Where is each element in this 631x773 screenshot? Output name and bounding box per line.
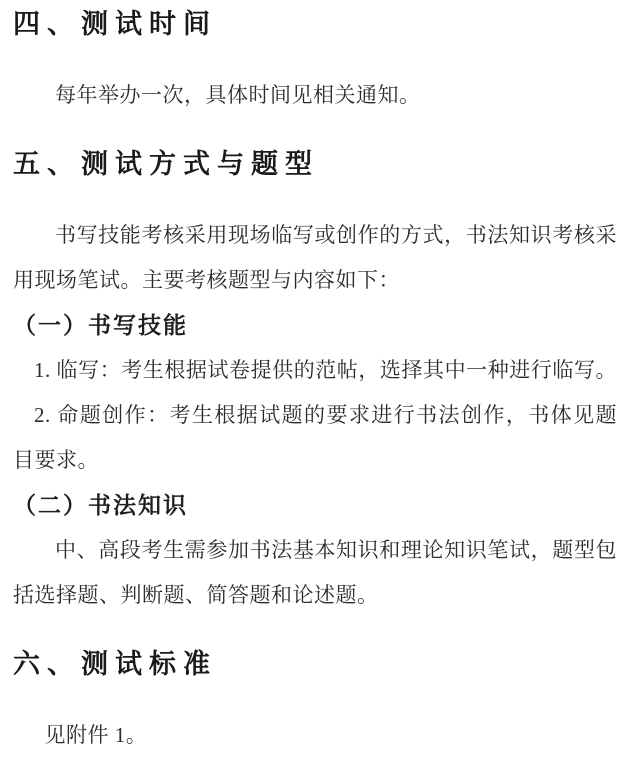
paragraph-line: 1. 临写：考生根据试卷提供的范帖，选择其中一种进行临写。 bbox=[34, 358, 617, 382]
paragraph-line: 每年举办一次，具体时间见相关通知。 bbox=[55, 83, 421, 107]
section-heading-test-standard: 六、测试标准 bbox=[13, 649, 217, 679]
paragraph-line: 用现场笔试。主要考核题型与内容如下： bbox=[13, 268, 400, 292]
paragraph-line: 目要求。 bbox=[13, 448, 99, 472]
paragraph-line: 中、高段考生需参加书法基本知识和理论知识笔试，题型包 bbox=[55, 538, 617, 562]
paragraph-line: 括选择题、判断题、简答题和论述题。 bbox=[13, 583, 379, 607]
paragraph-line: 2. 命题创作：考生根据试题的要求进行书法创作，书体见题 bbox=[34, 403, 617, 427]
paragraph-line: 见附件 1。 bbox=[44, 723, 148, 747]
section-heading-test-time: 四、测试时间 bbox=[13, 9, 217, 39]
section-heading-test-method: 五、测试方式与题型 bbox=[13, 149, 319, 179]
paragraph-line: 书写技能考核采用现场临写或创作的方式，书法知识考核采 bbox=[55, 223, 617, 247]
sub-heading-calligraphy-knowledge: （二）书法知识 bbox=[13, 493, 188, 518]
sub-heading-writing-skill: （一）书写技能 bbox=[13, 313, 188, 338]
